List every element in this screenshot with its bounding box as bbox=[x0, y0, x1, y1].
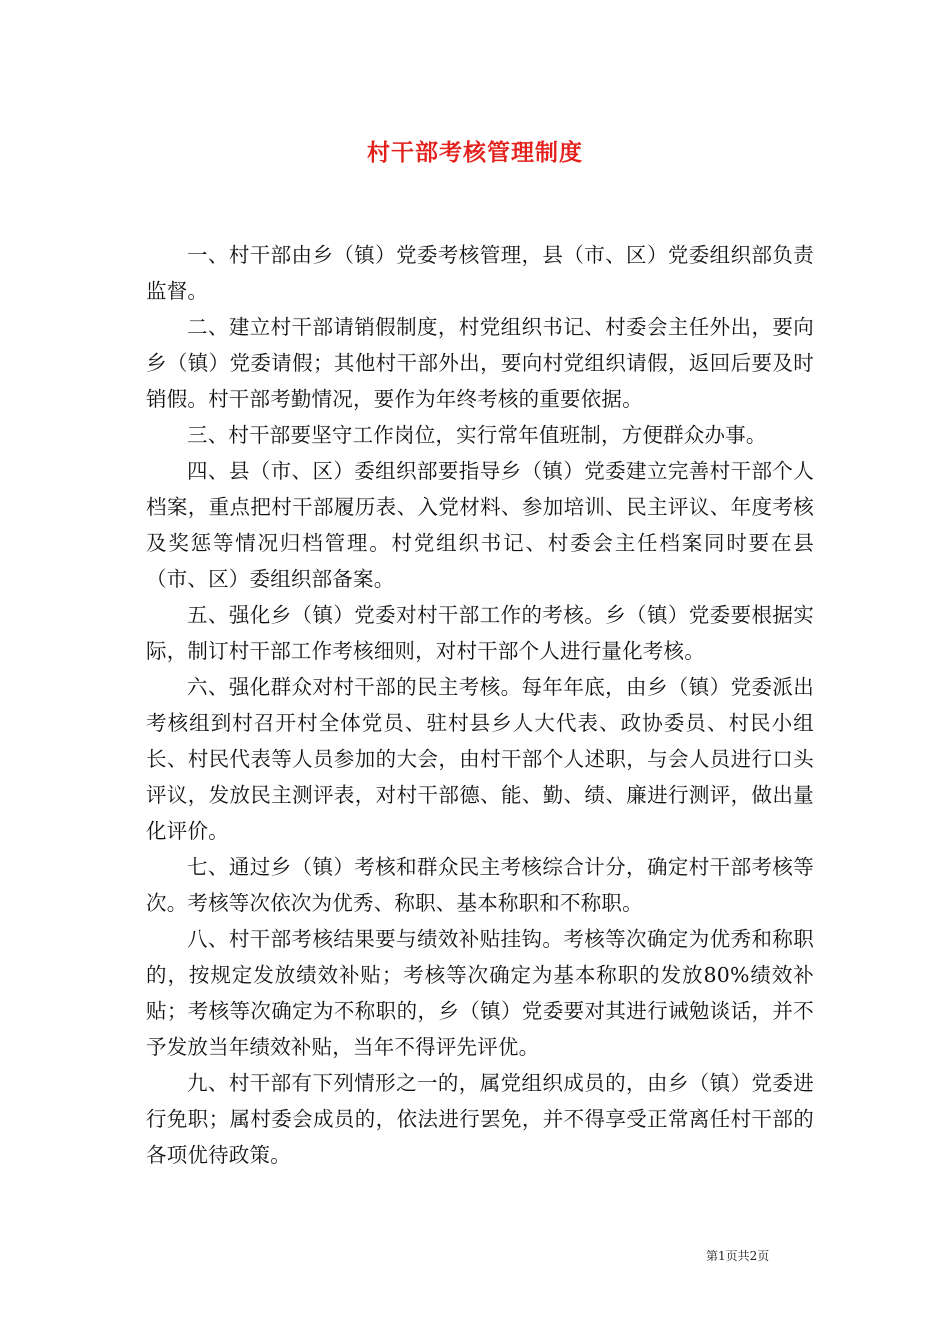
paragraph-6: 六、强化群众对村干部的民主考核。每年年底，由乡（镇）党委派出考核组到村召开村全体党员、驻村县乡人大代表、政协委员、村民小组长、村民代表等人员参加的大会，由村干部个人述职，与会人员进行口头评议，发放民主测评表，对村干部德、能、勤、绩、廉进行测评，做出量化评价。 bbox=[146, 675, 814, 843]
document-title: 村干部考核管理制度 bbox=[367, 139, 583, 166]
paragraph-7: 七、通过乡（镇）考核和群众民主考核综合计分，确定村干部考核等次。考核等次依次为优秀、称职、基本称职和不称职。 bbox=[146, 855, 814, 915]
paragraph-9: 九、村干部有下列情形之一的，属党组织成员的，由乡（镇）党委进行免职；属村委会成员的，依法进行罢免，并不得享受正常离任村干部的各项优待政策。 bbox=[146, 1071, 814, 1167]
paragraph-4: 四、县（市、区）委组织部要指导乡（镇）党委建立完善村干部个人档案，重点把村干部履历表、入党材料、参加培训、民主评议、年度考核及奖惩等情况归档管理。村党组织书记、村委会主任档案同时要在县（市、区）委组织部备案。 bbox=[146, 459, 814, 591]
document-body bbox=[146, 237, 814, 1173]
paragraph-5: 五、强化乡（镇）党委对村干部工作的考核。乡（镇）党委要根据实际，制订村干部工作考核细则，对村干部个人进行量化考核。 bbox=[146, 603, 814, 663]
paragraph-8: 八、村干部考核结果要与绩效补贴挂钩。考核等次确定为优秀和称职的，按规定发放绩效补贴；考核等次确定为基本称职的发放80%绩效补贴；考核等次确定为不称职的，乡（镇）党委要对其进行诫勉谈话，并不予发放当年绩效补贴，当年不得评先评优。 bbox=[146, 927, 814, 1059]
paragraph-3: 三、村干部要坚守工作岗位，实行常年值班制，方便群众办事。 bbox=[187, 423, 767, 447]
paragraph-1: 一、村干部由乡（镇）党委考核管理，县（市、区）党委组织部负责监督。 bbox=[146, 243, 814, 303]
page-indicator: 第1页共2页 bbox=[706, 1249, 770, 1263]
paragraph-2: 二、建立村干部请销假制度，村党组织书记、村委会主任外出，要向乡（镇）党委请假；其他村干部外出，要向村党组织请假，返回后要及时销假。村干部考勤情况，要作为年终考核的重要依据。 bbox=[146, 315, 814, 411]
